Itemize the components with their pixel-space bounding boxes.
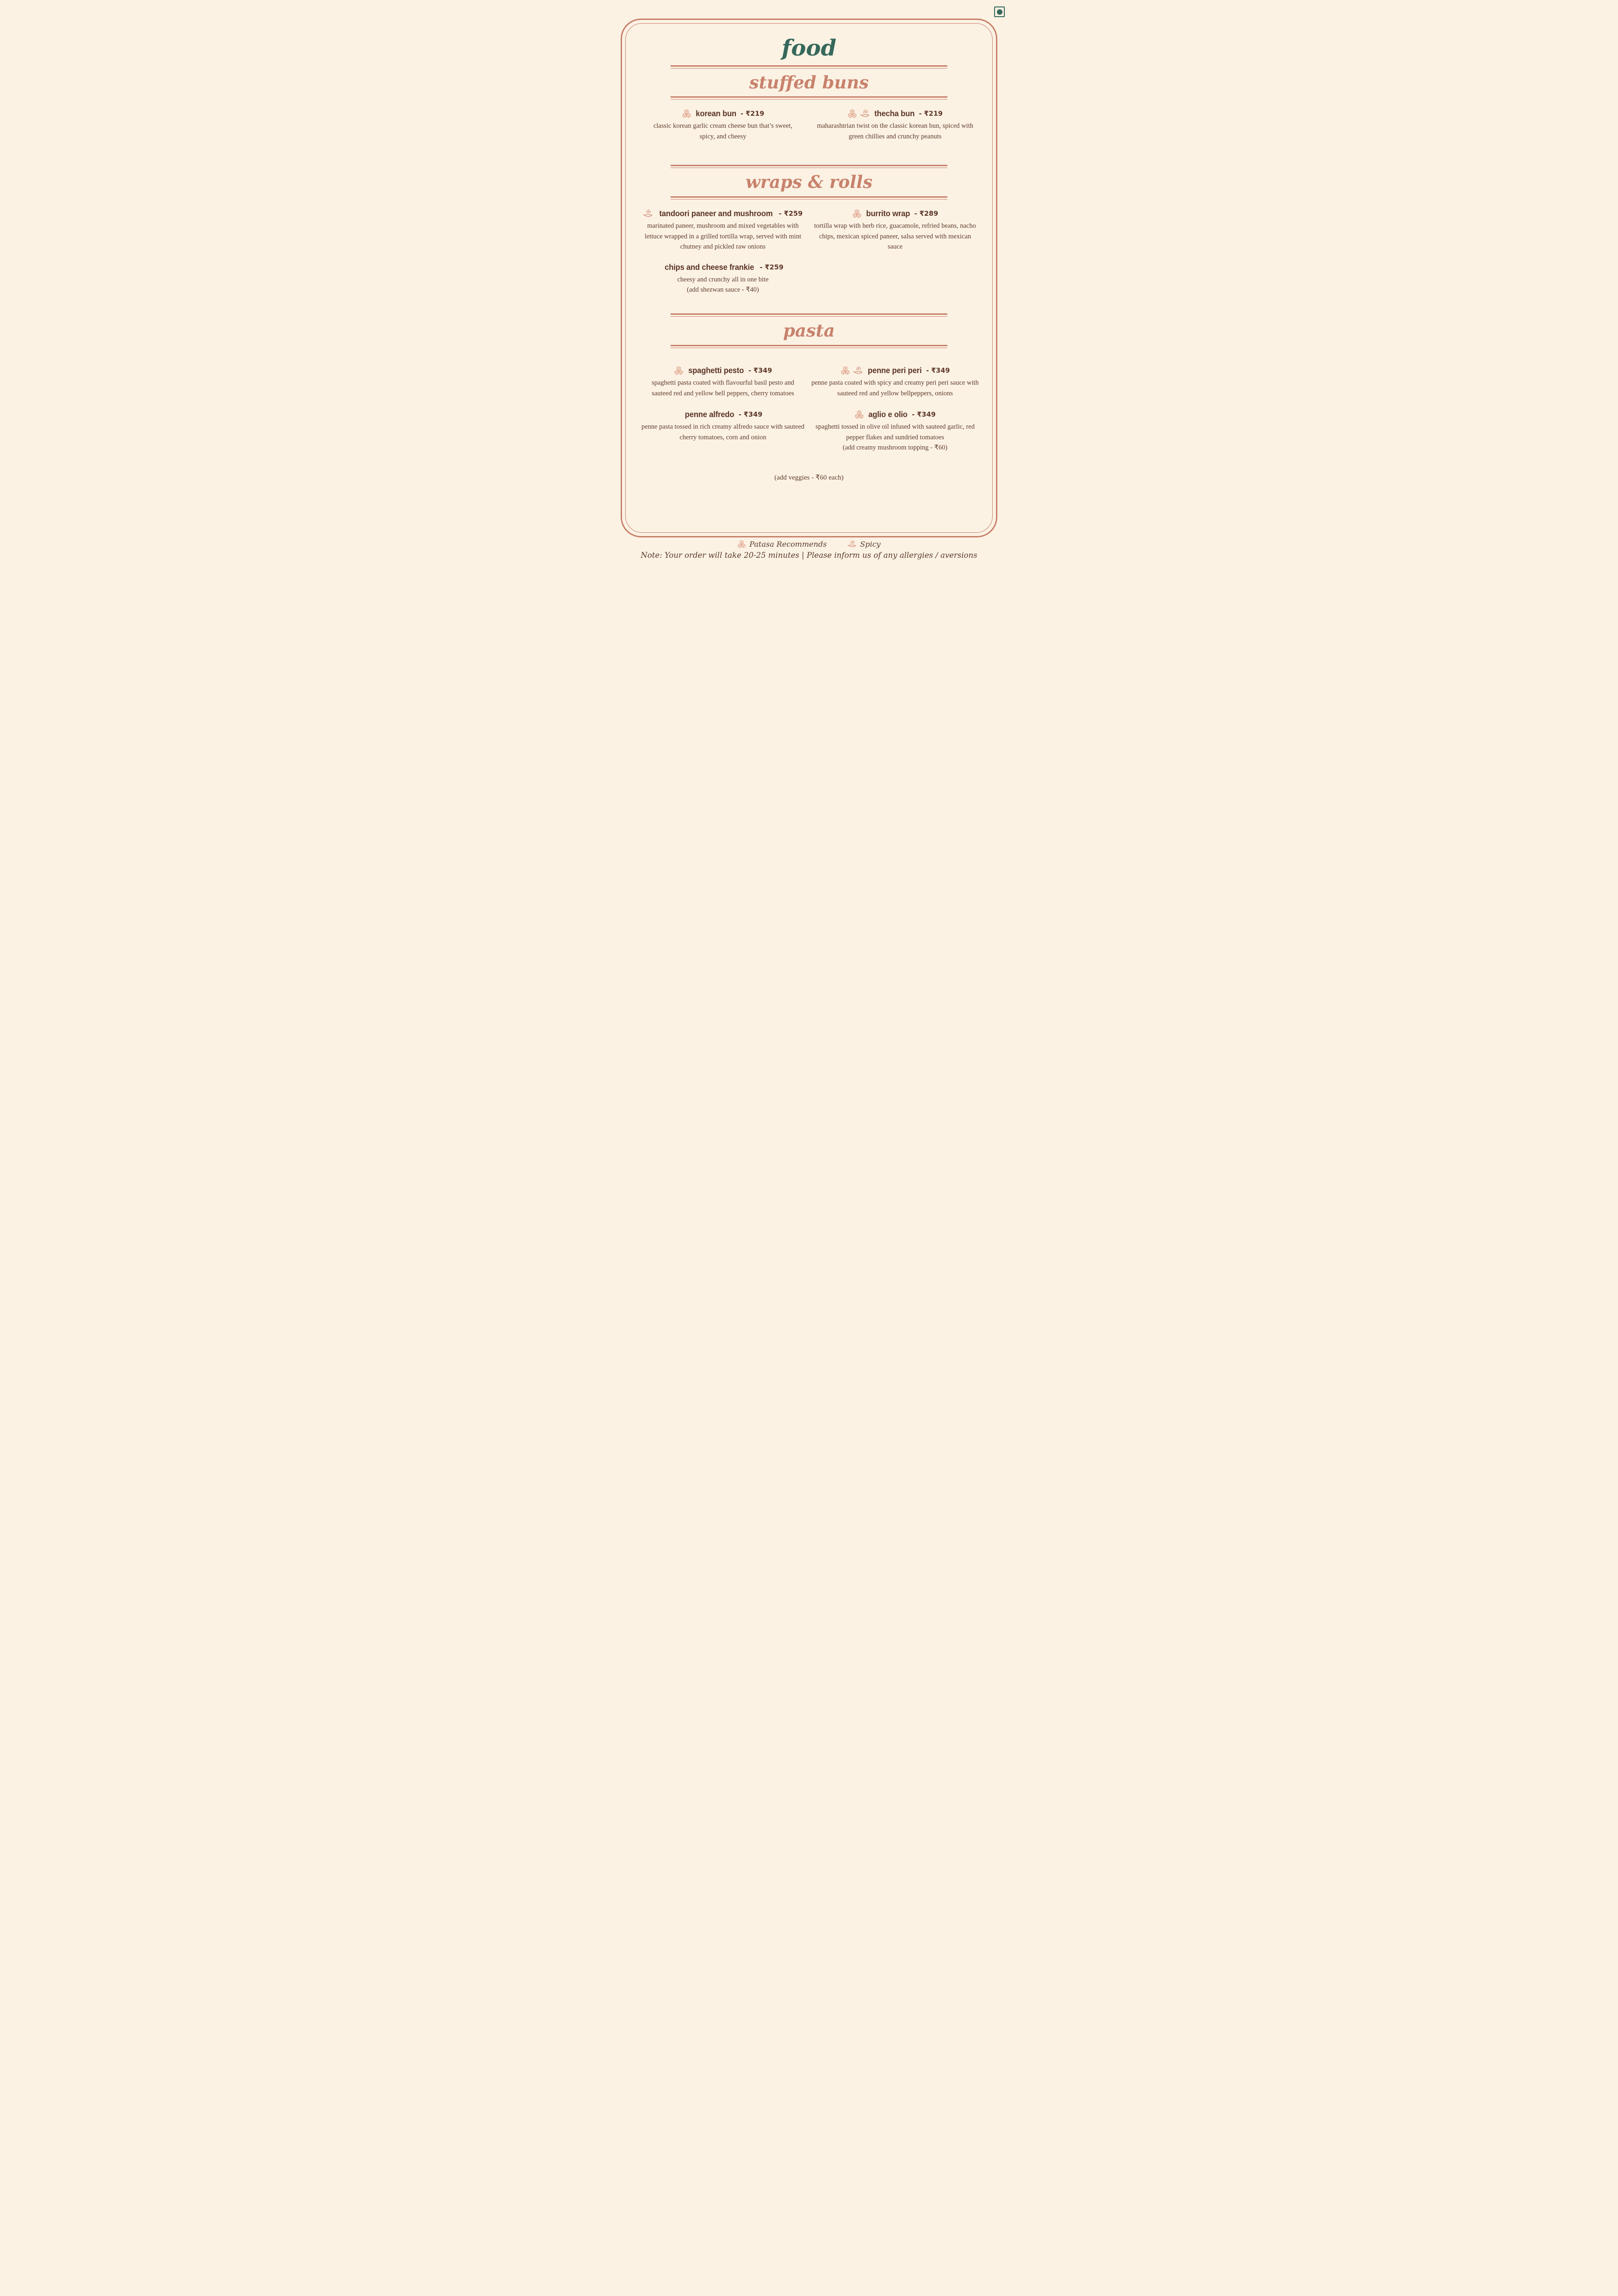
section-items: [639, 366, 979, 459]
section-stuffed-buns: [639, 65, 979, 149]
menu-item-name: spaghetti pesto: [688, 366, 744, 375]
items-column-left: [639, 366, 807, 449]
patasa-icon: [682, 109, 691, 119]
menu-item: [639, 410, 807, 443]
patasa-icon: [852, 209, 862, 218]
menu-item-heading: [639, 109, 807, 119]
menu-item-price: - ₹259: [759, 263, 784, 271]
items-column-left: [639, 109, 807, 148]
divider-rule: [671, 196, 947, 200]
menu-item-description: spaghetti pasta coated with flavourful basil pesto and sauteed red and yellow bell peppers, cherry tomatoes: [651, 379, 795, 397]
add-veggies-note: (add veggies - ₹60 each): [774, 474, 844, 482]
legend: [607, 540, 1011, 549]
legend-patasa: [737, 540, 827, 549]
patasa-icon: [840, 366, 850, 375]
menu-item: [811, 410, 979, 453]
menu-item-name: penne peri peri: [867, 366, 921, 375]
spicy-icon: [848, 540, 857, 549]
items-column-left: [639, 209, 807, 301]
footer: [607, 540, 1011, 560]
patasa-icon: [737, 540, 746, 549]
section-title: stuffed buns: [749, 72, 869, 93]
section-title: pasta: [783, 320, 835, 341]
menu-item-note: (add creamy mushroom topping - ₹60): [842, 444, 948, 452]
items-column-right: [811, 109, 979, 148]
menu-item-name: tandoori paneer and mushroom: [659, 209, 773, 218]
menu-page: [607, 0, 1011, 574]
menu-item: [811, 109, 979, 142]
menu-item-name: thecha bun: [874, 109, 915, 119]
menu-item-heading: [639, 366, 807, 375]
menu-item: [811, 366, 979, 399]
items-column-right: [811, 209, 979, 258]
menu-item-description: spaghetti tossed in olive oil infused with sauteed garlic, red pepper flakes and sundried tomatoes: [815, 423, 975, 441]
menu-item: [811, 209, 979, 252]
section-items: [639, 109, 979, 148]
menu-item-heading: [639, 410, 807, 419]
divider-rule: [671, 96, 947, 100]
section-wraps-and-rolls: [639, 165, 979, 301]
menu-item-description: penne pasta coated with spicy and creamy peri peri sauce with sauteed red and yellow bellpeppers, onions: [811, 379, 979, 397]
section-title: wraps & rolls: [745, 172, 873, 193]
menu-item-description: maharashtrian twist on the classic korean bun, spiced with green chillies and crunchy peanuts: [817, 122, 973, 140]
spicy-icon: [853, 366, 863, 375]
legend-spicy: [848, 540, 880, 549]
menu-content: [607, 0, 1011, 482]
menu-item-heading: [639, 262, 807, 272]
legend-spicy-label: Spicy: [860, 540, 881, 549]
footer-note: Note: Your order will take 20-25 minutes | Please inform us of any allergies / aversions: [641, 551, 977, 560]
menu-item-price: - ₹349: [926, 367, 950, 375]
spicy-icon: [643, 209, 653, 218]
menu-item-name: chips and cheese frankie: [665, 262, 754, 272]
menu-item-heading: [639, 209, 807, 218]
menu-item-heading: [811, 366, 979, 375]
menu-item-price: - ₹219: [919, 110, 943, 118]
patasa-icon: [847, 109, 857, 119]
menu-item: [639, 262, 807, 295]
divider-rule: [671, 65, 947, 69]
menu-item-name: penne alfredo: [685, 410, 734, 419]
menu-item: [639, 366, 807, 399]
menu-item-price: - ₹349: [748, 367, 772, 375]
menu-item-name: korean bun: [695, 109, 736, 119]
divider-rule: [671, 165, 947, 168]
menu-item-name: burrito wrap: [866, 209, 910, 218]
menu-item-price: - ₹349: [912, 411, 936, 419]
patasa-icon: [674, 366, 684, 375]
section-pasta: [639, 313, 979, 459]
page-title: food: [781, 35, 837, 61]
spicy-icon: [860, 109, 870, 119]
divider-rule: [671, 313, 947, 317]
menu-item-description: cheesy and crunchy all in one bite: [677, 275, 769, 283]
menu-item-heading: [811, 410, 979, 419]
menu-item: [639, 209, 807, 252]
menu-item-heading: [811, 109, 979, 119]
legend-patasa-label: Patasa Recommends: [749, 540, 827, 549]
menu-item-name: aglio e olio: [868, 410, 908, 419]
menu-item-description: classic korean garlic cream cheese bun that’s sweet, spicy, and cheesy: [653, 122, 793, 140]
menu-item-price: - ₹289: [914, 210, 939, 218]
menu-item-price: - ₹349: [738, 411, 763, 419]
menu-item-price: - ₹259: [778, 210, 803, 218]
menu-item-description: tortilla wrap with herb rice, guacamole, refried beans, nacho chips, mexican spiced paneer, salsa served with mexican sauce: [814, 222, 976, 251]
items-column-right: [811, 366, 979, 459]
menu-item-description: penne pasta tossed in rich creamy alfredo sauce with sauteed cherry tomatoes, corn and onion: [641, 423, 805, 441]
section-items: [639, 209, 979, 301]
menu-item-description: marinated paneer, mushroom and mixed vegetables with lettuce wrapped in a grilled tortilla wrap, served with mint chutney and pickled raw onions: [644, 222, 802, 251]
divider-rule: [671, 345, 947, 348]
menu-item-price: - ₹219: [740, 110, 765, 118]
menu-item-heading: [811, 209, 979, 218]
menu-item: [639, 109, 807, 142]
menu-item-note: (add shezwan sauce - ₹40): [687, 286, 759, 293]
patasa-icon: [854, 410, 864, 419]
